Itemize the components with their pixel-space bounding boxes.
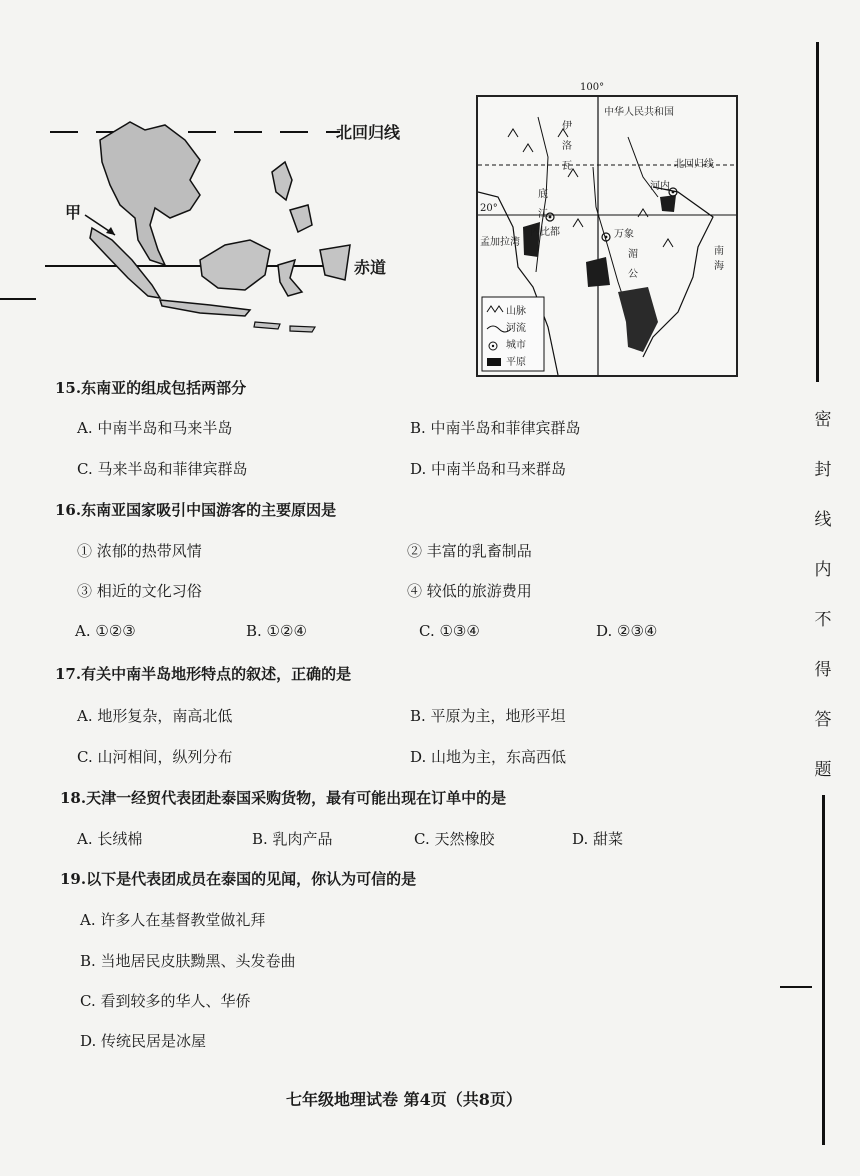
question-16	[55, 499, 336, 520]
legend-plain: 平原	[506, 357, 526, 368]
q19-option-b[interactable]: B. 当地居民皮肤黝黑、头发卷曲	[80, 952, 296, 970]
question-text: 东南亚的组成包括两部分	[81, 379, 247, 397]
seal-char-6: 得	[814, 660, 832, 680]
seal-line-top	[816, 42, 819, 382]
legend-city: 城市	[506, 340, 526, 351]
country-label: 中华人民共和国	[604, 107, 674, 118]
q18-option-a[interactable]: A. 长绒棉	[77, 830, 143, 848]
seal-char-3: 线	[814, 510, 832, 530]
south-china-sea-label: 南海	[714, 246, 724, 272]
longitude-100-label: 100°	[580, 82, 605, 93]
question-18	[60, 787, 506, 808]
seal-char-1: 密	[814, 410, 832, 430]
city-label-naypyidaw: 内比都	[530, 227, 560, 238]
question-number: 16.	[55, 501, 82, 519]
river-label-gong: 公	[628, 269, 638, 280]
seal-char-4: 内	[814, 560, 832, 580]
seal-mark	[780, 986, 812, 988]
q17-option-b[interactable]: B. 平原为主，地形平坦	[410, 707, 566, 725]
tropic-of-cancer-label: 北回归线	[336, 123, 401, 142]
city-label-hanoi: 河内	[650, 181, 670, 192]
q17-option-a[interactable]: A. 地形复杂，南高北低	[77, 707, 233, 725]
bay-of-bengal-label: 孟加拉湾	[480, 237, 520, 248]
q19-option-c[interactable]: C. 看到较多的华人、华侨	[80, 992, 251, 1010]
river-label-di: 底	[538, 189, 548, 200]
marker-jia-label: 甲	[65, 203, 82, 222]
question-text: 以下是代表团成员在泰国的见闻，你认为可信的是	[86, 870, 417, 888]
question-15	[55, 377, 246, 398]
river-label-jiang: 江	[538, 209, 548, 220]
city-label-vientiane: 万象	[614, 229, 634, 240]
q15-option-a[interactable]: A. 中南半岛和马来半岛	[77, 419, 233, 437]
right-tropic-label: 北回归线	[674, 159, 714, 170]
southeast-asia-map	[40, 100, 450, 335]
question-number: 17.	[55, 665, 82, 683]
seal-char-7: 答	[814, 710, 832, 730]
indochina-map	[476, 95, 738, 377]
question-19	[60, 868, 416, 889]
q16-option-c[interactable]: C. ①③④	[419, 622, 480, 640]
question-number: 18.	[60, 789, 87, 807]
question-17	[55, 663, 351, 684]
q18-option-c[interactable]: C. 天然橡胶	[414, 830, 495, 848]
q16-option-d[interactable]: D. ②③④	[596, 622, 658, 640]
q17-option-d[interactable]: D. 山地为主，东高西低	[410, 748, 567, 766]
equator-label: 赤道	[354, 258, 387, 277]
seal-char-8: 题	[814, 760, 832, 780]
question-number: 19.	[60, 870, 87, 888]
river-label-mei: 湄	[628, 249, 638, 260]
river-label-wa: 瓦	[562, 161, 572, 172]
q15-option-c[interactable]: C. 马来半岛和菲律宾群岛	[77, 460, 248, 478]
question-number: 15.	[55, 379, 82, 397]
q18-option-b[interactable]: B. 乳肉产品	[252, 830, 333, 848]
river-label-luo: 洛	[562, 141, 572, 152]
legend-river: 河流	[506, 323, 526, 334]
river-label-yi: 伊	[562, 121, 572, 132]
q16-statement-1: ① 浓郁的热带风情	[77, 542, 202, 560]
q15-option-b[interactable]: B. 中南半岛和菲律宾群岛	[410, 419, 581, 437]
legend-mountain: 山脉	[506, 306, 526, 317]
seal-char-5: 不	[814, 610, 832, 630]
page-footer: 七年级地理试卷 第4页（共8页）	[286, 1090, 522, 1109]
q18-option-d[interactable]: D. 甜菜	[572, 830, 624, 848]
question-text: 天津一经贸代表团赴泰国采购货物，最有可能出现在订单中的是	[86, 789, 507, 807]
q16-statement-2: ② 丰富的乳畜制品	[407, 542, 532, 560]
question-text: 东南亚国家吸引中国游客的主要原因是	[81, 501, 337, 519]
q16-statement-3: ③ 相近的文化习俗	[77, 582, 202, 600]
margin-mark	[0, 298, 36, 300]
q16-option-b[interactable]: B. ①②④	[246, 622, 307, 640]
q19-option-a[interactable]: A. 许多人在基督教堂做礼拜	[80, 911, 266, 929]
q16-statement-4: ④ 较低的旅游费用	[407, 582, 532, 600]
q17-option-c[interactable]: C. 山河相间，纵列分布	[77, 748, 233, 766]
latitude-20-label: 20°	[480, 203, 498, 214]
q19-option-d[interactable]: D. 传统民居是冰屋	[80, 1032, 207, 1050]
q16-option-a[interactable]: A. ①②③	[75, 622, 136, 640]
q15-option-d[interactable]: D. 中南半岛和马来群岛	[410, 460, 567, 478]
question-text: 有关中南半岛地形特点的叙述，正确的是	[81, 665, 352, 683]
seal-line-bottom	[822, 795, 825, 1145]
seal-char-2: 封	[814, 460, 832, 480]
